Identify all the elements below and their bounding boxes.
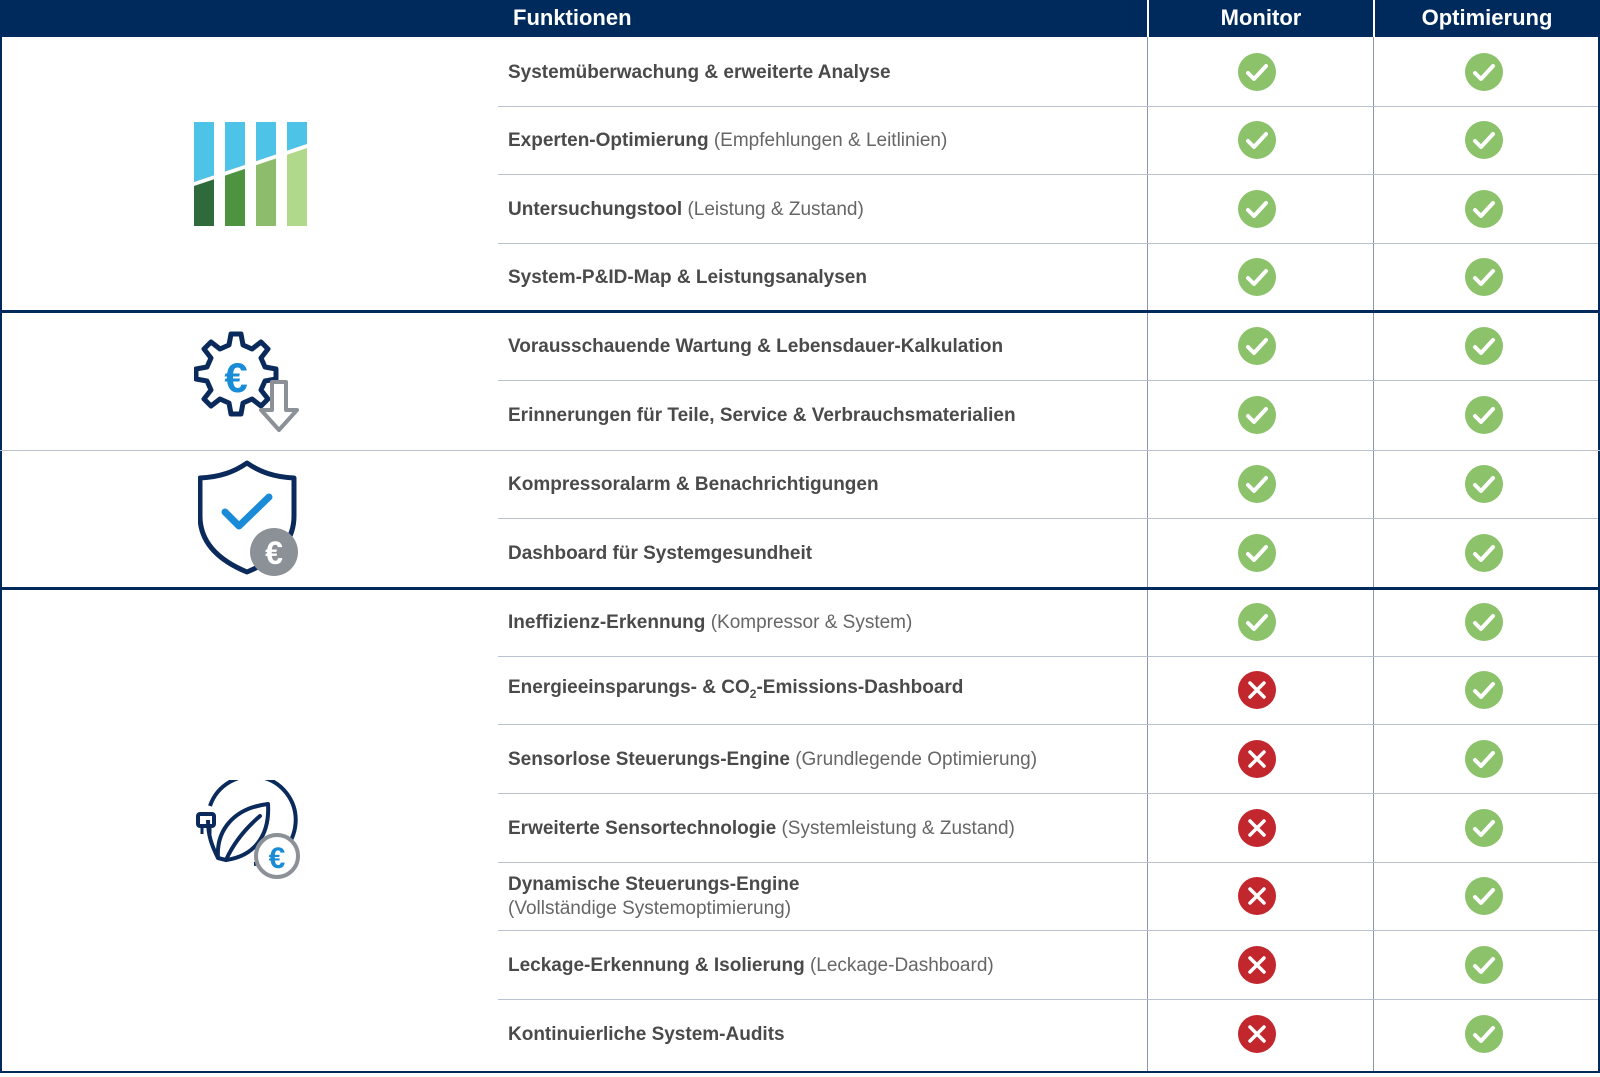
feature-name: Kompressoralarm & Benachrichtigungen: [508, 473, 879, 495]
feature-label: [508, 38, 1148, 107]
cross-icon: [1238, 877, 1276, 915]
check-icon: [1238, 258, 1276, 296]
leaf-plug-euro-icon: [196, 780, 304, 889]
check-icon: [1238, 465, 1276, 503]
feature-label: [508, 794, 1148, 863]
feature-name: Vorausschauende Wartung & Lebensdauer-Kalkulation: [508, 335, 1004, 357]
table-row: [498, 588, 1598, 657]
feature-name: System-P&ID-Map & Leistungsanalysen: [508, 266, 867, 288]
feature-text: [508, 954, 1148, 978]
feature-label: [508, 725, 1148, 794]
feature-name: Leckage-Erkennung & Isolierung: [508, 954, 805, 976]
feature-name: Erinnerungen für Teile, Service & Verbrauchsmaterialien: [508, 404, 1016, 426]
feature-label: [508, 588, 1148, 657]
table-row: [498, 175, 1598, 244]
feature-text: [508, 611, 1148, 635]
feature-text: [508, 748, 1148, 772]
feature-text: [508, 266, 1148, 290]
feature-label: [508, 106, 1148, 175]
svg-text:€: €: [268, 842, 286, 875]
feature-name: Erweiterte Sensortechnologie: [508, 817, 777, 839]
feature-name: Dynamische Steuerungs-Engine: [508, 873, 800, 895]
check-icon: [1238, 53, 1276, 91]
feature-name: Systemüberwachung & erweiterte Analyse: [508, 61, 891, 83]
feature-detail: (Grundlegende Optimierung): [795, 748, 1038, 770]
check-icon: [1238, 534, 1276, 572]
feature-detail: (Kompressor & System): [710, 611, 913, 633]
check-icon: [1238, 121, 1276, 159]
check-icon: [1465, 258, 1503, 296]
feature-detail: (Systemleistung & Zustand): [781, 817, 1015, 839]
feature-name: Experten-Optimierung: [508, 129, 709, 151]
table-row: [498, 450, 1598, 519]
table-header: [0, 0, 1600, 37]
feature-name: Energieeinsparungs- & $CO_2-Emissions$-Dashboard: [508, 676, 964, 701]
check-icon: [1238, 603, 1276, 641]
check-icon: [1465, 396, 1503, 434]
check-icon: [1465, 53, 1503, 91]
feature-text: [508, 542, 1148, 566]
analytics-bars-icon: [194, 122, 310, 231]
header-features: Funktionen: [513, 5, 632, 30]
feature-label: [508, 243, 1148, 312]
check-icon: [1465, 877, 1503, 915]
feature-text: [508, 404, 1148, 428]
cross-icon: [1238, 809, 1276, 847]
feature-label: [508, 931, 1148, 1000]
table-row: [498, 106, 1598, 175]
check-icon: [1465, 465, 1503, 503]
feature-text: [508, 1023, 1148, 1047]
cross-icon: [1238, 671, 1276, 709]
table-row: [498, 38, 1598, 107]
table-border-bottom: [0, 1071, 1600, 1073]
feature-name: Dashboard für Systemgesundheit: [508, 542, 813, 564]
table-row: [498, 794, 1598, 863]
table-row: [498, 725, 1598, 794]
table-row: [498, 243, 1598, 312]
feature-label: [508, 450, 1148, 519]
table-row: [498, 519, 1598, 588]
check-icon: [1465, 190, 1503, 228]
check-icon: [1465, 121, 1503, 159]
feature-text: [508, 61, 1148, 85]
feature-label: [508, 1000, 1148, 1069]
feature-label: [508, 175, 1148, 244]
table-row: [498, 312, 1598, 381]
feature-detail: (Leckage-Dashboard): [809, 954, 994, 976]
cross-icon: [1238, 946, 1276, 984]
feature-text: [508, 473, 1148, 497]
check-icon: [1465, 1015, 1503, 1053]
feature-detail: (Empfehlungen & Leitlinien): [713, 129, 948, 151]
feature-label: [508, 656, 1148, 725]
feature-text: [508, 335, 1148, 359]
table-row: [498, 1000, 1598, 1069]
table-border-left: [0, 37, 2, 1073]
check-icon: [1238, 327, 1276, 365]
table-row: [498, 656, 1598, 725]
table-row: [498, 862, 1598, 931]
feature-name: Sensorlose Steuerungs-Engine: [508, 748, 790, 770]
header-monitor: Monitor: [1220, 5, 1302, 30]
check-icon: [1465, 946, 1503, 984]
header-divider: [1147, 0, 1149, 37]
feature-label: [508, 312, 1148, 381]
check-icon: [1465, 671, 1503, 709]
svg-text:€: €: [265, 535, 283, 571]
feature-detail: (Vollständige Systemoptimierung): [508, 897, 792, 919]
cross-icon: [1238, 740, 1276, 778]
feature-text: [508, 817, 1148, 841]
check-icon: [1465, 809, 1503, 847]
check-icon: [1465, 534, 1503, 572]
check-icon: [1238, 396, 1276, 434]
cross-icon: [1238, 1015, 1276, 1053]
check-icon: [1238, 190, 1276, 228]
feature-name: Untersuchungstool: [508, 198, 683, 220]
feature-text: [508, 129, 1148, 153]
check-icon: [1465, 603, 1503, 641]
table-row: [498, 931, 1598, 1000]
feature-name: Ineffizienz-Erkennung: [508, 611, 706, 633]
gear-euro-download-icon: [194, 330, 306, 439]
feature-text: [508, 198, 1148, 222]
feature-text: [508, 676, 1148, 706]
svg-text:€: €: [224, 354, 248, 401]
table-row: [498, 381, 1598, 450]
feature-label: [508, 862, 1148, 931]
feature-label: [508, 381, 1148, 450]
header-divider: [1373, 0, 1375, 37]
feature-label: [508, 519, 1148, 588]
feature-detail: (Leistung & Zustand): [687, 198, 864, 220]
check-icon: [1465, 740, 1503, 778]
header-optimization: Optimierung: [1421, 5, 1553, 30]
check-icon: [1465, 327, 1503, 365]
shield-check-euro-icon: [198, 460, 302, 583]
feature-text: [508, 873, 1148, 897]
feature-name: Kontinuierliche System-Audits: [508, 1023, 785, 1045]
